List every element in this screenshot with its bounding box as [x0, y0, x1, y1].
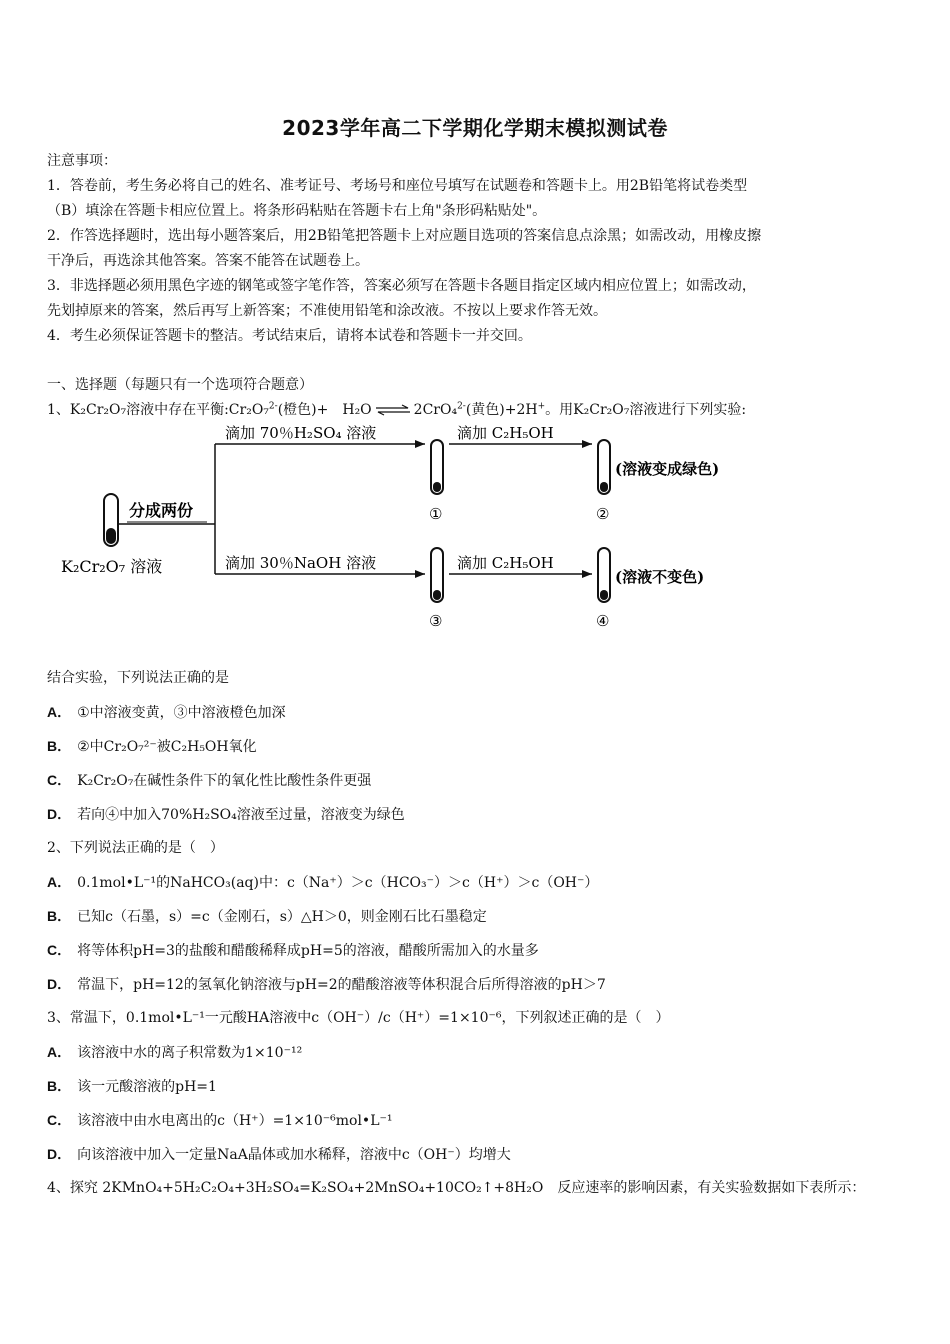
page-title: 2023学年高二下学期化学期末模拟测试卷 — [282, 116, 668, 140]
option-text: 将等体积pH=3的盐酸和醋酸稀释成pH=5的溶液，醋酸所需加入的水量多 — [77, 943, 539, 959]
q3-option-b — [47, 1076, 217, 1097]
tube-4-label: ④ — [596, 612, 610, 630]
test-tube-icon — [598, 548, 610, 602]
equilibrium-arrow-icon — [374, 404, 412, 416]
option-text: 该溶液中水的离子积常数为1×10⁻¹² — [77, 1045, 303, 1061]
notice-line: 干净后，再选涂其他答案。答案不能答在试题卷上。 — [47, 253, 369, 269]
q1-stem-part: 1、K₂Cr₂O₇溶液中存在平衡:Cr₂O₇ — [47, 402, 269, 418]
q2-option-a — [47, 872, 598, 893]
option-key: A． — [47, 1044, 72, 1060]
bottom-result-label: (溶液不变色) — [615, 568, 705, 586]
option-key: D． — [47, 1146, 72, 1162]
option-key: C． — [47, 772, 72, 788]
bottom-reagent-1: 滴加 30％NaOH 溶液 — [225, 554, 377, 572]
q1-stem-part: (橙色)+ H₂O — [277, 402, 372, 418]
q1-stem-sup: 2- — [268, 401, 278, 412]
top-reagent-2: 滴加 C₂H₅OH — [457, 424, 554, 442]
q1-stem-sup: + — [537, 401, 546, 412]
option-key: B． — [47, 908, 72, 924]
q2-option-c — [47, 940, 539, 961]
q3-option-a — [47, 1042, 302, 1063]
option-key: D． — [47, 806, 72, 822]
notice-heading: 注意事项： — [47, 153, 117, 169]
option-key: B． — [47, 1078, 72, 1094]
q1-stem-part: 2CrO₄ — [413, 402, 458, 418]
start-solution-label: K₂Cr₂O₇ 溶液 — [61, 557, 163, 576]
notice-line: 2．作答选择题时，选出每小题答案后，用2B铅笔把答题卡上对应题目选项的答案信息点涂黑；如需改动，用橡皮擦 — [47, 228, 762, 244]
test-tube-icon — [431, 548, 443, 602]
q3-option-c — [47, 1110, 393, 1131]
q1-option-a — [47, 702, 286, 723]
q3-option-d — [47, 1144, 511, 1165]
top-reagent-1: 滴加 70％H₂SO₄ 溶液 — [225, 424, 377, 442]
option-key: A． — [47, 704, 72, 720]
option-text: 向该溶液中加入一定量NaA晶体或加水稀释，溶液中c（OH⁻）均增大 — [77, 1147, 511, 1163]
q2-option-b — [47, 906, 487, 927]
option-key: B． — [47, 738, 72, 754]
q1-stem — [47, 400, 746, 420]
q4-stem: 4、探究 2KMnO₄+5H₂C₂O₄+3H₂SO₄=K₂SO₄+2MnSO₄+10CO₂↑+8H₂O 反应速率的影响因素，有关实验数据如下表所示： — [47, 1180, 866, 1196]
notice-line: （B）填涂在答题卡相应位置上。将条形码粘贴在答题卡右上角"条形码粘贴处"。 — [47, 203, 547, 219]
q1-option-c — [47, 770, 371, 791]
split-label: 分成两份 — [129, 501, 194, 520]
option-text: K₂Cr₂O₇在碱性条件下的氧化性比酸性条件更强 — [77, 773, 372, 789]
notice-line: 4．考生必须保证答题卡的整洁。考试结束后，请将本试卷和答题卡一并交回。 — [47, 328, 532, 344]
q1-stem-part: (黄色)+2H — [465, 402, 538, 418]
tube-3-label: ③ — [429, 612, 443, 630]
option-key: D． — [47, 976, 72, 992]
tube-2-label: ② — [596, 505, 610, 523]
q1-stem-part: 。用K₂Cr₂O₇溶液进行下列实验: — [545, 402, 747, 418]
q1-option-b — [47, 736, 257, 757]
option-text: 已知c（石墨，s）=c（金刚石，s）△H＞0，则金刚石比石墨稳定 — [77, 909, 487, 925]
test-tube-icon — [431, 440, 443, 494]
q2-stem: 2、下列说法正确的是（ ） — [47, 840, 224, 856]
option-text: 若向④中加入70%H₂SO₄溶液至过量，溶液变为绿色 — [77, 807, 405, 823]
option-key: C． — [47, 942, 72, 958]
q2-option-d — [47, 974, 606, 995]
arrowhead-icon — [582, 570, 592, 578]
option-key: C． — [47, 1112, 72, 1128]
test-tube-icon — [104, 494, 118, 546]
option-text: 常温下，pH=12的氢氧化钠溶液与pH=2的醋酸溶液等体积混合后所得溶液的pH＞7 — [77, 977, 606, 993]
tube-1-label: ① — [429, 505, 443, 523]
arrowhead-icon — [415, 570, 425, 578]
experiment-diagram — [47, 424, 787, 634]
top-result-label: (溶液变成绿色) — [615, 460, 720, 478]
q3-stem: 3、常温下，0.1mol•L⁻¹一元酸HA溶液中c（OH⁻）/c（H⁺）=1×10⁻⁶，下列叙述正确的是（ ） — [47, 1010, 670, 1026]
option-text: 0.1mol•L⁻¹的NaHCO₃(aq)中：c（Na⁺）＞c（HCO₃⁻）＞c（H⁺）＞c（OH⁻） — [77, 875, 599, 891]
section-heading: 一、选择题（每题只有一个选项符合题意） — [47, 377, 313, 393]
option-text: ①中溶液变黄，③中溶液橙色加深 — [77, 705, 286, 721]
arrowhead-icon — [415, 440, 425, 448]
option-text: 该一元酸溶液的pH=1 — [77, 1079, 217, 1095]
q1-option-d — [47, 804, 405, 825]
notice-line: 1．答卷前，考生务必将自己的姓名、准考证号、考场号和座位号填写在试题卷和答题卡上。用2B铅笔将试卷类型 — [47, 178, 748, 194]
notice-line: 先划掉原来的答案，然后再写上新答案；不准使用铅笔和涂改液。不按以上要求作答无效。 — [47, 303, 607, 319]
q1-prompt: 结合实验，下列说法正确的是 — [47, 670, 229, 686]
option-text: ②中Cr₂O₇²⁻被C₂H₅OH氧化 — [77, 739, 257, 755]
option-key: A． — [47, 874, 72, 890]
bottom-reagent-2: 滴加 C₂H₅OH — [457, 554, 554, 572]
option-text: 该溶液中由水电离出的c（H⁺）=1×10⁻⁶mol•L⁻¹ — [77, 1113, 393, 1129]
notice-line: 3．非选择题必须用黑色字迹的钢笔或签字笔作答，答案必须写在答题卡各题目指定区域内相应位置上；如需改动， — [47, 278, 756, 294]
test-tube-icon — [598, 440, 610, 494]
arrowhead-icon — [582, 440, 592, 448]
q1-stem-sup: 2- — [457, 401, 466, 412]
